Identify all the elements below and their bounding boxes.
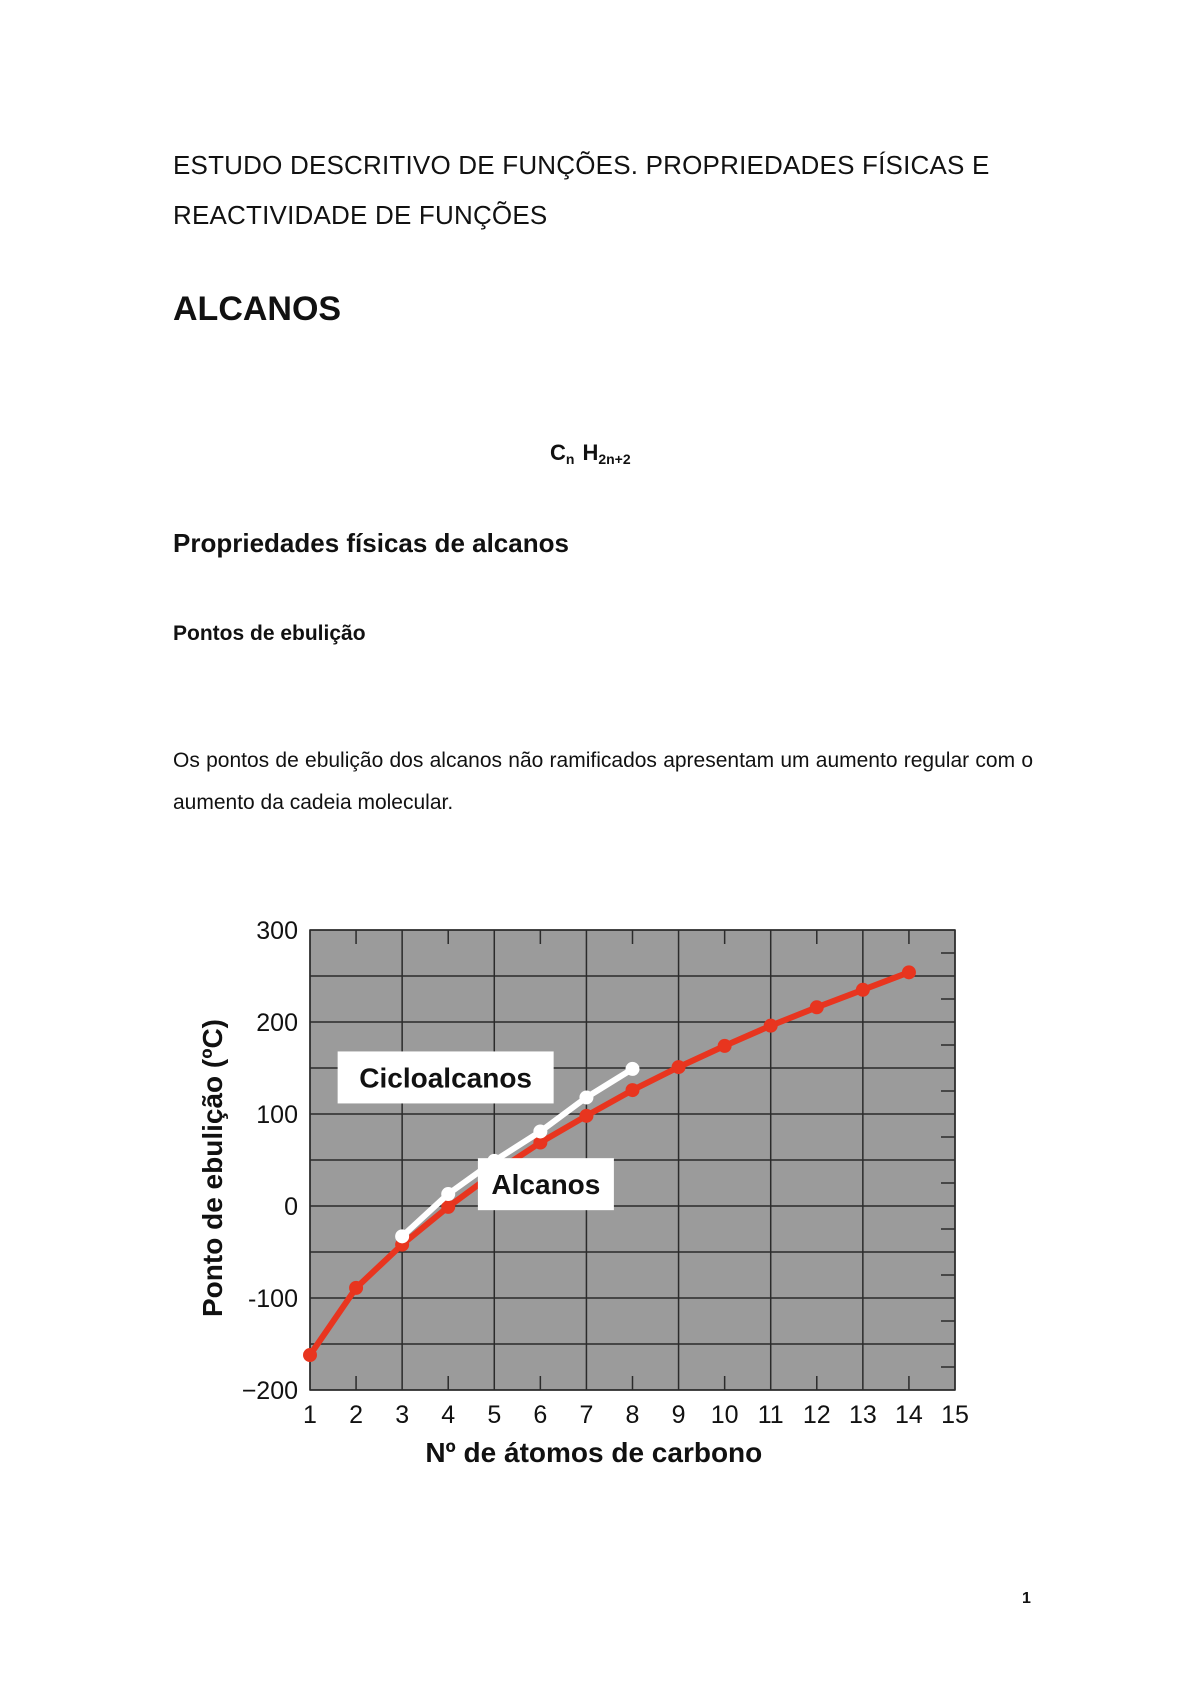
x-tick-label: 15	[941, 1401, 969, 1429]
x-tick-label: 12	[802, 1401, 831, 1429]
x-axis-title: Nº de átomos de carbono	[425, 1437, 763, 1468]
subsubheading: Pontos de ebulição	[173, 622, 366, 645]
data-point-alcanos	[304, 1349, 317, 1362]
data-point-alcanos	[764, 1019, 777, 1032]
x-tick-label: 3	[395, 1401, 410, 1429]
x-tick-label: 10	[710, 1401, 739, 1429]
data-point-cicloalcanos	[396, 1230, 409, 1243]
x-tick-label: 2	[349, 1401, 364, 1429]
data-point-alcanos	[672, 1061, 685, 1074]
series-label-cicloalcanos: Cicloalcanos	[359, 1062, 533, 1094]
data-point-cicloalcanos	[534, 1125, 547, 1138]
subheading: Propriedades físicas de alcanos	[173, 528, 569, 558]
x-tick-label: 9	[671, 1401, 686, 1429]
data-point-cicloalcanos	[580, 1091, 593, 1104]
y-tick-label: 200	[256, 1009, 298, 1037]
x-tick-label: 14	[895, 1401, 923, 1429]
data-point-alcanos	[718, 1039, 731, 1052]
x-tick-label: 13	[848, 1401, 877, 1429]
formula-h-subscript: 2n+2	[598, 451, 631, 467]
data-point-alcanos	[580, 1109, 593, 1122]
document-title: ESTUDO DESCRITIVO DE FUNÇÕES. PROPRIEDADES FÍSICAS E REACTIVIDADE DE FUNÇÕES	[173, 150, 990, 230]
x-tick-label: 7	[579, 1401, 594, 1429]
series-label-alcanos: Alcanos	[491, 1169, 601, 1201]
y-axis-title: Ponto de ebulição (ºC)	[197, 1018, 228, 1318]
x-tick-label: 11	[757, 1401, 784, 1429]
boiling-point-chart	[190, 905, 1000, 1475]
x-tick-label: 5	[487, 1401, 502, 1429]
data-point-cicloalcanos	[626, 1062, 639, 1075]
formula-c-subscript: n	[565, 451, 575, 467]
y-tick-label: 300	[256, 917, 298, 945]
x-tick-label: 8	[625, 1401, 640, 1429]
x-tick-label: 1	[303, 1401, 317, 1429]
y-tick-label: −200	[241, 1377, 298, 1405]
data-point-alcanos	[350, 1281, 363, 1294]
data-point-alcanos	[442, 1200, 455, 1213]
y-tick-label: -100	[247, 1285, 298, 1313]
x-tick-label: 6	[533, 1401, 548, 1429]
page-number: 1	[1022, 1590, 1031, 1607]
y-tick-label: 0	[284, 1193, 298, 1221]
data-point-alcanos	[626, 1084, 639, 1097]
y-tick-label: 100	[256, 1101, 298, 1129]
section-heading: ALCANOS	[173, 290, 342, 328]
formula-c: C	[550, 440, 566, 465]
data-point-alcanos	[902, 966, 915, 979]
body-paragraph: Os pontos de ebulição dos alcanos não ramificados apresentam um aumento regular com o aumento da cadeia molecular.	[173, 749, 1033, 814]
general-formula	[550, 440, 631, 467]
data-point-alcanos	[856, 983, 869, 996]
data-point-cicloalcanos	[442, 1188, 455, 1201]
data-point-alcanos	[810, 1001, 823, 1014]
x-tick-label: 4	[441, 1401, 456, 1429]
formula-h: H	[582, 440, 599, 465]
